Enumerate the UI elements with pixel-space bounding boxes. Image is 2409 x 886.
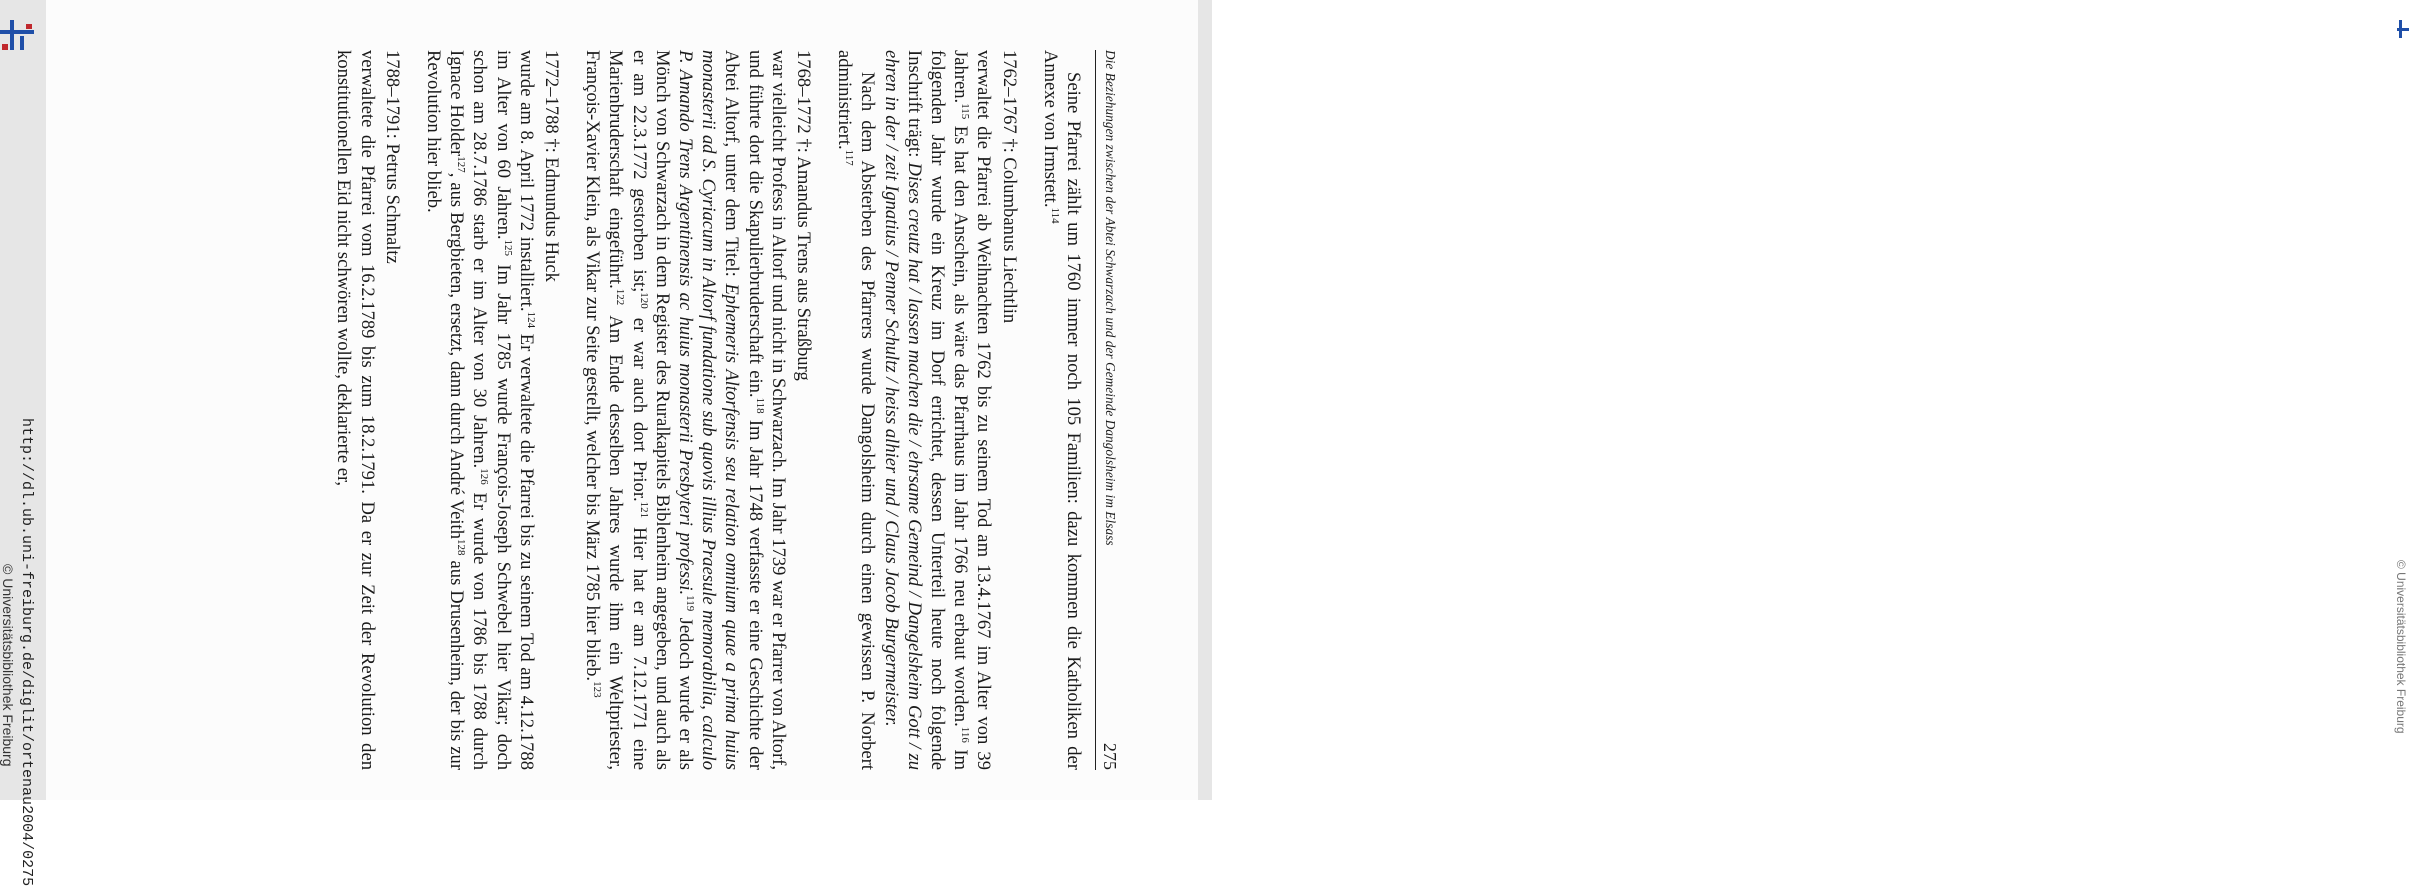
section-heading: 1762–1767 †: Columbanus Liechtlin [998,50,1020,324]
footnote-ref: 119 [684,595,697,612]
footnote-ref: 121 [637,501,650,519]
cross-inscription: Dises creutz hat / lassen machen die / ehrsame Gemeind / Dangelsheim Gott / zu ehren in der / zeit Ignatius / Penner Schultz / heiss alhier und / Claus Jacob Burgermeister. [880,50,925,771]
section-heading: 1768–1772 †: Amandus Trens aus Straßburg [792,50,814,381]
section-paragraph: verwaltet die Pfarrei ab Weihnachten 1762 bis zu seinem Tod am 13.4.1767 im Alter von 39 Jahren.$^{115}$ Es hat den Anschein, als wäre das Pfarrhaus im Jahr 1766 neu erbaut worden.$^{116}$ Im folgenden Jahr wurde ein Kreuz im Dorf errichtet, dessen Unterteil heute noch folgende Inschrift trägt: Dises creutz hat / lassen machen die / ehrsame Gemeind / Dangelsheim Gott / zu ehren in der / zeit Ignatius / Penner Schultz / heiss alhier und / Claus Jacob Burgermeister. [880,50,995,771]
section-paragraph: Nach dem Absterben des Pfarrers wurde Dangolsheim durch einen gewissen P. Norbert administriert.$^{117}$ [834,50,879,770]
footnote-ref: 117 [843,149,856,166]
page-number: 275 [1100,743,1121,770]
running-header [1095,50,1120,770]
section-heading: 1788–1791: Petrus Schmaltz [381,50,403,264]
copyright-fragment: © Universitätsbibliothek Freiburg [2394,560,2408,734]
library-logo-icon [0,14,40,54]
page-text-block [80,50,1120,770]
left-viewer-strip [0,0,46,886]
footnote-ref: 125 [501,239,514,257]
section-paragraph: wurde am 8. April 1772 installiert.$^{124}$ Er verwaltete die Pfarrei bis zu seinem Tod am 4.12.1788 im Alter von 60 Jahren.$^{125}$ Im Jahr 1785 wurde François-Joseph Schwebel hier Vikar; doch schon am 28.7.1786 starb er im Alter von 30 Jahren.$^{126}$ Er wurde von 1786 bis 1788 durch Ignace Holder$^{127}$, aus Bergbieten, ersetzt, dann durch André Veith$^{128}$ aus Drusenheim, der bis zur Revolution hier blieb. [422,50,537,771]
footnote-ref: 114 [1048,207,1061,224]
right-viewer-strip [1198,0,2408,800]
copyright-notice: © Universitätsbibliothek Freiburg [0,564,16,767]
footnote-ref: 115 [959,103,972,120]
footnote-ref: 126 [478,468,491,485]
footnote-ref: 120 [637,292,650,309]
footnote-ref: 127 [455,156,468,173]
footnote-ref: 123 [591,681,604,698]
section-paragraph: war vielleicht Profess in Altorf und nicht in Schwarzach. Im Jahr 1739 war er Pfarrer von Altorf, und führte dort die Skapulierbruderschaft ein.$^{118}$ Im Jahr 1748 verfasste er eine Geschichte der Abtei Altorf, unter dem Titel: Ephemeris Altorfensis seu relation omnium quae a prima huius monasterii ad S. Cyriacum in Altorf fundatione sub quovis illius Praesule memorabilia, calculo P. Amando Trens Argentinensis ac huius monasterii Presbyteri professi.$^{119}$ Jedoch wurde er als Mönch von Schwarzach in dem Register des Ruralkapitels Biblenheim angegeben, und auch als er am 22.3.1772 gestorben ist;$^{120}$ er war auch dort Prior.$^{121}$ Hier hat er am 7.12.1771 eine Marienbruderschaft eingeführt.$^{122}$ Am Ende desselben Jahres wurde ihm ein Weltpriester, François-Xavier Klein, als Vikar zur Seite gestellt, welcher bis März 1785 hier blieb.$^{123}$ [582,50,789,770]
document-url[interactable]: http://dl.ub.uni-freiburg.de/diglit/ortenau2004/0275 [18,418,35,886]
footnote-ref: 124 [524,311,537,329]
running-title: Die Beziehungen zwischen der Abtei Schwarzach und der Gemeinde Dangolsheim im Elsass [1103,50,1119,546]
library-logo-fragment-icon [2397,20,2409,38]
intro-paragraph: Seine Pfarrei zählt um 1760 immer noch 105 Familien: dazu kommen die Katholiken der Annexe von Irmstett.$^{114}$ [1039,50,1084,770]
latin-title: Ephemeris Altorfensis seu relation omnium quae a prima huius monasterii ad S. Cyriacum in Altorf fundatione sub quovis illius Praesule memorabilia, calculo P. Amando Trens Argentinensis ac huius monasterii Presbyteri professi. [674,50,743,770]
footnote-ref: 116 [959,726,972,743]
footnote-ref: 118 [753,397,766,414]
footnote-ref: 122 [614,288,627,306]
section-paragraph: verwaltete die Pfarrei vom 16.2.1789 bis zum 18.2.1791. Da er zur Zeit der Revolution den konstitutionellen Eid nicht schwören wollte, deklarierte er, [333,50,378,770]
footnote-ref: 128 [455,539,468,556]
section-heading: 1772–1788 †: Edmundus Huck [540,50,562,282]
